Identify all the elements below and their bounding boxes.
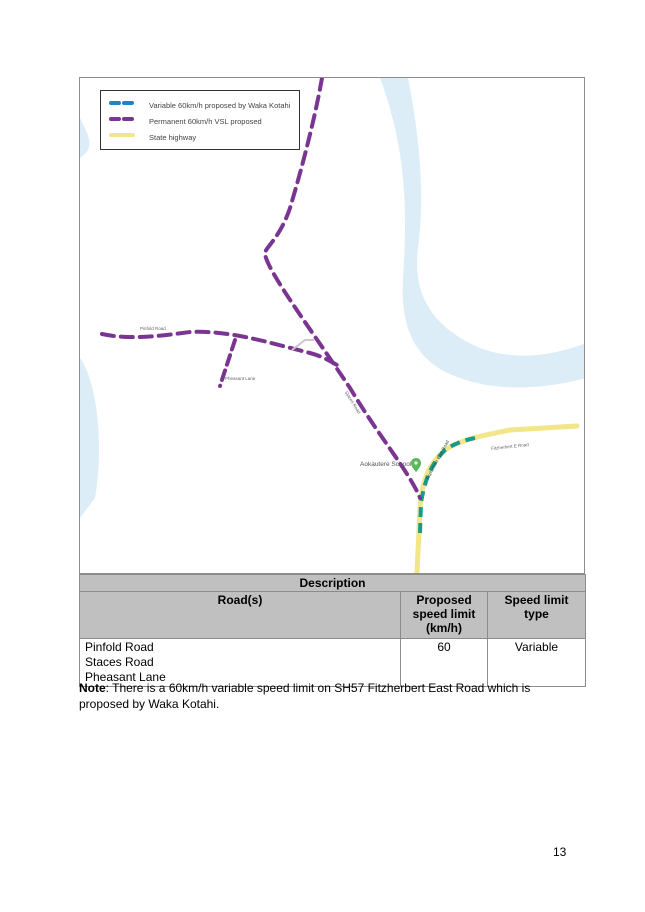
road-name: Staces Road [85,655,154,669]
table-header-row [80,592,586,639]
map-label-fitzherbert-road: Fitzherbert E Road [490,442,529,451]
school-marker-icon [411,458,421,472]
map-label-sh57: Fitzherbert East Road [425,439,450,481]
page-number: 13 [553,845,567,859]
legend-label-permanent: Permanent 60km/h VSL proposed [149,116,262,126]
river [380,78,585,387]
cell-limit-type: Variable [488,639,586,687]
legend-item-variable [109,99,290,111]
speed-limit-table [79,574,586,687]
legend-swatch-permanent [109,117,135,125]
header-roads: Road(s) [80,592,401,639]
pinfold-road-route [102,332,342,368]
map-label-pheasant-lane: Pheasant Lane [225,376,256,381]
legend-label-variable: Variable 60km/h proposed by Waka Kotahi [149,100,291,110]
map-label-school: Aokautere School [360,461,412,468]
legend-swatch-state-highway [109,133,135,141]
cell-speed-limit: 60 [401,639,488,687]
header-limit-type: Speed limit type [488,592,586,639]
river-left [80,358,99,518]
road-name: Pinfold Road [85,640,154,654]
minor-road [292,340,314,350]
note-label: Note [79,681,106,695]
river-top-left [80,118,89,158]
header-speed-limit: Proposed speed limit (km/h) [401,592,488,639]
map-label-staces-road: Staces Road [343,390,362,415]
map-legend [100,90,300,150]
legend-label-state-highway: State highway [149,132,197,142]
legend-swatch-variable [109,101,135,109]
table-caption-row [80,575,586,592]
legend-item-permanent [109,115,262,127]
legend-item-state-highway [109,131,196,143]
map-label-pinfold-road: Pinfold Road [140,326,166,331]
note-text: : There is a 60km/h variable speed limit on SH57 Fitzherbert East Road which is proposed by Waka Kotahi. [79,681,531,711]
variable-speed-segment [420,438,475,533]
road-name: Pheasant Lane [85,670,166,684]
table-caption: Description [80,575,586,592]
speed-limit-map [79,77,585,574]
note-paragraph [79,680,579,712]
